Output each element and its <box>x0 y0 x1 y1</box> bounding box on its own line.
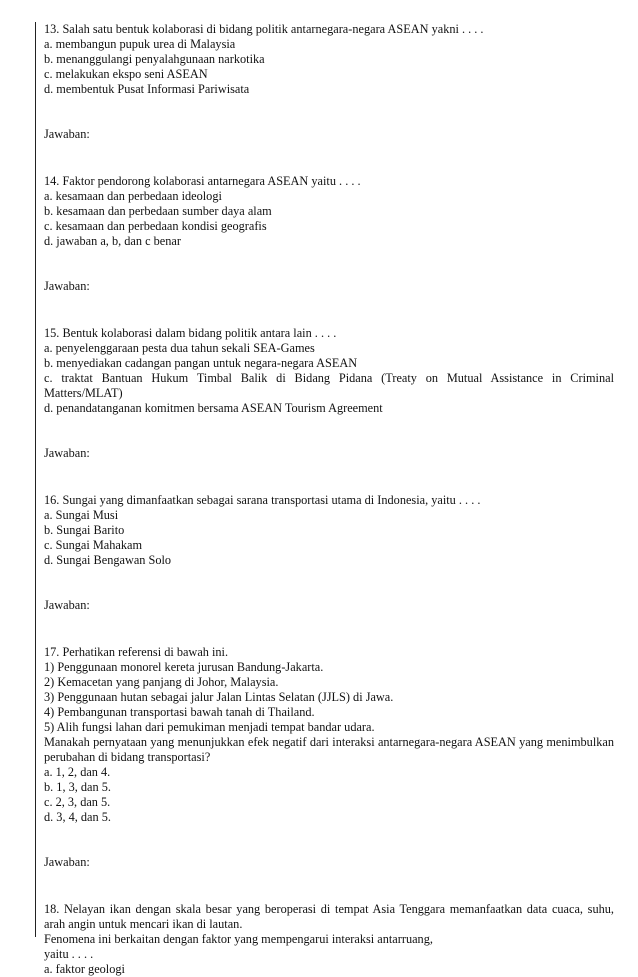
answer-label: Jawaban: <box>44 446 90 460</box>
option-c: c. traktat Bantuan Hukum Timbal Balik di Bidang Pidana (Treaty on Mutual Assistance in Criminal Matters/MLAT) <box>44 371 614 400</box>
statement-4: 4) Pembangunan transportasi bawah tanah di Thailand. <box>44 705 315 719</box>
option-c: c. melakukan ekspo seni ASEAN <box>44 67 208 81</box>
option-b: b. kesamaan dan perbedaan sumber daya alam <box>44 204 272 218</box>
question-stem-continued: Fenomena ini berkaitan dengan faktor yang mempengarui interaksi antarruang, <box>44 932 433 946</box>
answer-label: Jawaban: <box>44 598 90 612</box>
question-18 <box>44 902 614 977</box>
question-stem: 14. Faktor pendorong kolaborasi antarnegara ASEAN yaitu . . . . <box>44 174 361 188</box>
left-margin-rule <box>35 22 36 937</box>
option-d: d. 3, 4, dan 5. <box>44 810 111 824</box>
option-c: c. Sungai Mahakam <box>44 538 143 552</box>
question-17 <box>44 645 614 870</box>
option-c: c. kesamaan dan perbedaan kondisi geografis <box>44 219 267 233</box>
question-stem: 15. Bentuk kolaborasi dalam bidang politik antara lain . . . . <box>44 326 337 340</box>
question-14 <box>44 174 614 294</box>
question-stem: 17. Perhatikan referensi di bawah ini. <box>44 645 229 659</box>
question-stem: 16. Sungai yang dimanfaatkan sebagai sarana transportasi utama di Indonesia, yaitu . . . . <box>44 493 481 507</box>
statement-2: 2) Kemacetan yang panjang di Johor, Malaysia. <box>44 675 279 689</box>
option-d: d. Sungai Bengawan Solo <box>44 553 172 567</box>
option-b: b. Sungai Barito <box>44 523 125 537</box>
option-b: b. 1, 3, dan 5. <box>44 780 111 794</box>
question-prompt: Manakah pernyataan yang menunjukkan efek negatif dari interaksi antarnegara-negara ASEAN yang menimbulkan perubahan di bidang transportasi? <box>44 735 614 764</box>
option-a: a. membangun pupuk urea di Malaysia <box>44 37 236 51</box>
answer-label: Jawaban: <box>44 127 90 141</box>
question-list <box>44 22 614 977</box>
question-16 <box>44 493 614 613</box>
statement-3: 3) Penggunaan hutan sebagai jalur Jalan Lintas Selatan (JJLS) di Jawa. <box>44 690 394 704</box>
question-13 <box>44 22 614 142</box>
statement-1: 1) Penggunaan monorel kereta jurusan Bandung-Jakarta. <box>44 660 324 674</box>
answer-label: Jawaban: <box>44 855 90 869</box>
option-b: b. menyediakan cadangan pangan untuk negara-negara ASEAN <box>44 356 358 370</box>
answer-label: Jawaban: <box>44 279 90 293</box>
question-stem-end: yaitu . . . . <box>44 947 94 961</box>
option-c: c. 2, 3, dan 5. <box>44 795 111 809</box>
option-a: a. kesamaan dan perbedaan ideologi <box>44 189 222 203</box>
question-stem: 13. Salah satu bentuk kolaborasi di bidang politik antarnegara-negara ASEAN yakni . . . . <box>44 22 484 36</box>
option-a: a. 1, 2, dan 4. <box>44 765 111 779</box>
option-d: d. penandatanganan komitmen bersama ASEAN Tourism Agreement <box>44 401 383 415</box>
option-a: a. penyelenggaraan pesta dua tahun sekali SEA-Games <box>44 341 315 355</box>
option-d: d. jawaban a, b, dan c benar <box>44 234 181 248</box>
option-d: d. membentuk Pusat Informasi Pariwisata <box>44 82 250 96</box>
option-b: b. menanggulangi penyalahgunaan narkotika <box>44 52 265 66</box>
option-a: a. Sungai Musi <box>44 508 119 522</box>
statement-5: 5) Alih fungsi lahan dari pemukiman menjadi tempat bandar udara. <box>44 720 375 734</box>
question-15 <box>44 326 614 461</box>
question-stem: 18. Nelayan ikan dengan skala besar yang beroperasi di tempat Asia Tenggara memanfaatkan data cuaca, suhu, arah angin untuk mencari ikan di lautan. <box>44 902 614 931</box>
option-a: a. faktor geologi <box>44 962 125 976</box>
